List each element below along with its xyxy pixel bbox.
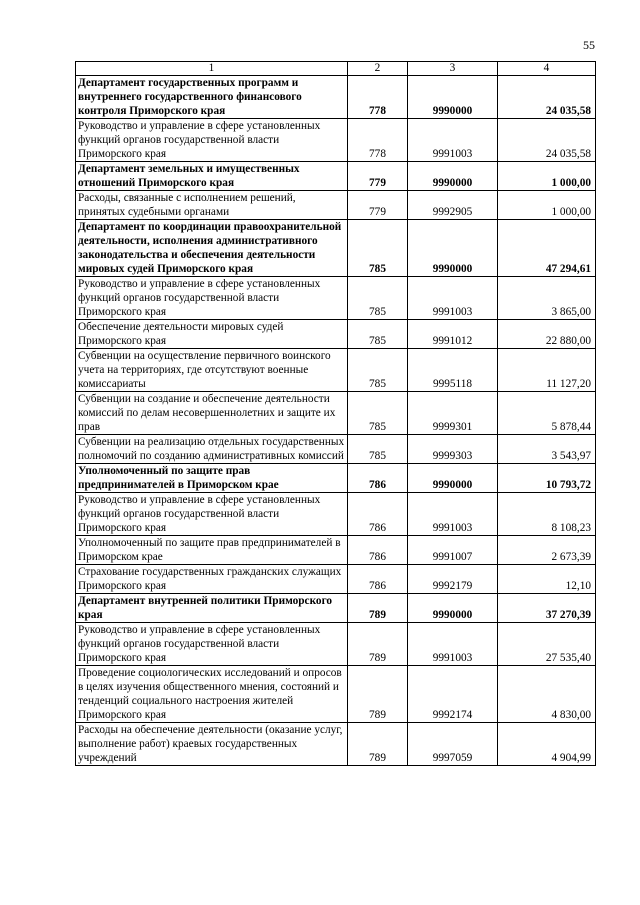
table-row [76, 320, 596, 349]
table-row [76, 493, 596, 536]
cell-code: 786 [348, 493, 408, 536]
cell-code: 785 [348, 349, 408, 392]
cell-sum: 1 000,00 [498, 191, 596, 220]
cell-code: 789 [348, 723, 408, 766]
page-number: 55 [583, 38, 595, 52]
cell-sum: 4 830,00 [498, 666, 596, 723]
table-row-department [76, 220, 596, 277]
table-row [76, 666, 596, 723]
cell-csr: 9992174 [408, 666, 498, 723]
cell-sum: 11 127,20 [498, 349, 596, 392]
table-row [76, 119, 596, 162]
cell-sum: 37 270,39 [498, 594, 596, 623]
table-row [76, 435, 596, 464]
cell-sum: 22 880,00 [498, 320, 596, 349]
cell-name: Департамент внутренней политики Приморского края [76, 594, 348, 623]
cell-name: Департамент по координации правоохранительной деятельности, исполнения административного законодательства и обеспечения деятельности мировых судей Приморского края [76, 220, 348, 277]
cell-code: 778 [348, 119, 408, 162]
cell-code: 789 [348, 623, 408, 666]
cell-sum: 8 108,23 [498, 493, 596, 536]
budget-table [75, 61, 596, 766]
table-row-department [76, 162, 596, 191]
table-row-department [76, 594, 596, 623]
cell-code: 785 [348, 392, 408, 435]
cell-csr: 9990000 [408, 76, 498, 119]
cell-csr: 9990000 [408, 220, 498, 277]
cell-csr: 9995118 [408, 349, 498, 392]
table-row [76, 191, 596, 220]
table-row [76, 536, 596, 565]
cell-code: 779 [348, 162, 408, 191]
table-header-row [76, 62, 596, 76]
cell-code: 789 [348, 594, 408, 623]
table-row-department [76, 76, 596, 119]
cell-name: Расходы, связанные с исполнением решений, принятых судебными органами [76, 191, 348, 220]
cell-csr: 9990000 [408, 464, 498, 493]
cell-sum: 24 035,58 [498, 76, 596, 119]
cell-code: 785 [348, 220, 408, 277]
table-row [76, 723, 596, 766]
cell-code: 779 [348, 191, 408, 220]
table-row [76, 623, 596, 666]
cell-name: Субвенции на осуществление первичного воинского учета на территориях, где отсутствуют военные комиссариаты [76, 349, 348, 392]
cell-csr: 9992179 [408, 565, 498, 594]
cell-sum: 4 904,99 [498, 723, 596, 766]
header-col-code: 2 [348, 62, 408, 76]
header-col-sum: 4 [498, 62, 596, 76]
cell-csr: 9991007 [408, 536, 498, 565]
cell-code: 785 [348, 435, 408, 464]
cell-sum: 27 535,40 [498, 623, 596, 666]
cell-name: Субвенции на создание и обеспечение деятельности комиссий по делам несовершеннолетних и защите их прав [76, 392, 348, 435]
cell-name: Расходы на обеспечение деятельности (оказание услуг, выполнение работ) краевых государственных учреждений [76, 723, 348, 766]
cell-name: Руководство и управление в сфере установленных функций органов государственной власти Приморского края [76, 119, 348, 162]
cell-name: Руководство и управление в сфере установленных функций органов государственной власти Приморского края [76, 277, 348, 320]
cell-csr: 9999301 [408, 392, 498, 435]
cell-sum: 1 000,00 [498, 162, 596, 191]
header-col-name: 1 [76, 62, 348, 76]
cell-code: 785 [348, 320, 408, 349]
cell-csr: 9999303 [408, 435, 498, 464]
table-row [76, 349, 596, 392]
cell-csr: 9990000 [408, 594, 498, 623]
cell-csr: 9992905 [408, 191, 498, 220]
cell-name: Уполномоченный по защите прав предпринимателей в Приморском крае [76, 536, 348, 565]
cell-code: 785 [348, 277, 408, 320]
cell-name: Департамент земельных и имущественных отношений Приморского края [76, 162, 348, 191]
cell-csr: 9991003 [408, 623, 498, 666]
cell-code: 778 [348, 76, 408, 119]
cell-name: Страхование государственных гражданских служащих Приморского края [76, 565, 348, 594]
cell-code: 786 [348, 536, 408, 565]
table-row [76, 277, 596, 320]
cell-csr: 9991003 [408, 119, 498, 162]
cell-csr: 9997059 [408, 723, 498, 766]
cell-csr: 9991003 [408, 277, 498, 320]
cell-sum: 5 878,44 [498, 392, 596, 435]
table-row [76, 392, 596, 435]
table-row [76, 565, 596, 594]
cell-sum: 12,10 [498, 565, 596, 594]
cell-code: 786 [348, 565, 408, 594]
cell-name: Уполномоченный по защите прав предпринимателей в Приморском крае [76, 464, 348, 493]
cell-sum: 3 865,00 [498, 277, 596, 320]
cell-csr: 9990000 [408, 162, 498, 191]
cell-name: Обеспечение деятельности мировых судей Приморского края [76, 320, 348, 349]
header-col-csr: 3 [408, 62, 498, 76]
cell-name: Проведение социологических исследований и опросов в целях изучения общественного мнения, состояний и тенденций социального настроения жителей Приморского края [76, 666, 348, 723]
cell-csr: 9991012 [408, 320, 498, 349]
cell-name: Руководство и управление в сфере установленных функций органов государственной власти Приморского края [76, 623, 348, 666]
cell-sum: 10 793,72 [498, 464, 596, 493]
table-row-department [76, 464, 596, 493]
cell-sum: 24 035,58 [498, 119, 596, 162]
cell-name: Руководство и управление в сфере установленных функций органов государственной власти Приморского края [76, 493, 348, 536]
cell-sum: 3 543,97 [498, 435, 596, 464]
cell-sum: 47 294,61 [498, 220, 596, 277]
cell-code: 786 [348, 464, 408, 493]
cell-sum: 2 673,39 [498, 536, 596, 565]
cell-csr: 9991003 [408, 493, 498, 536]
cell-name: Субвенции на реализацию отдельных государственных полномочий по созданию административных комиссий [76, 435, 348, 464]
cell-code: 789 [348, 666, 408, 723]
cell-name: Департамент государственных программ и внутреннего государственного финансового контроля Приморского края [76, 76, 348, 119]
